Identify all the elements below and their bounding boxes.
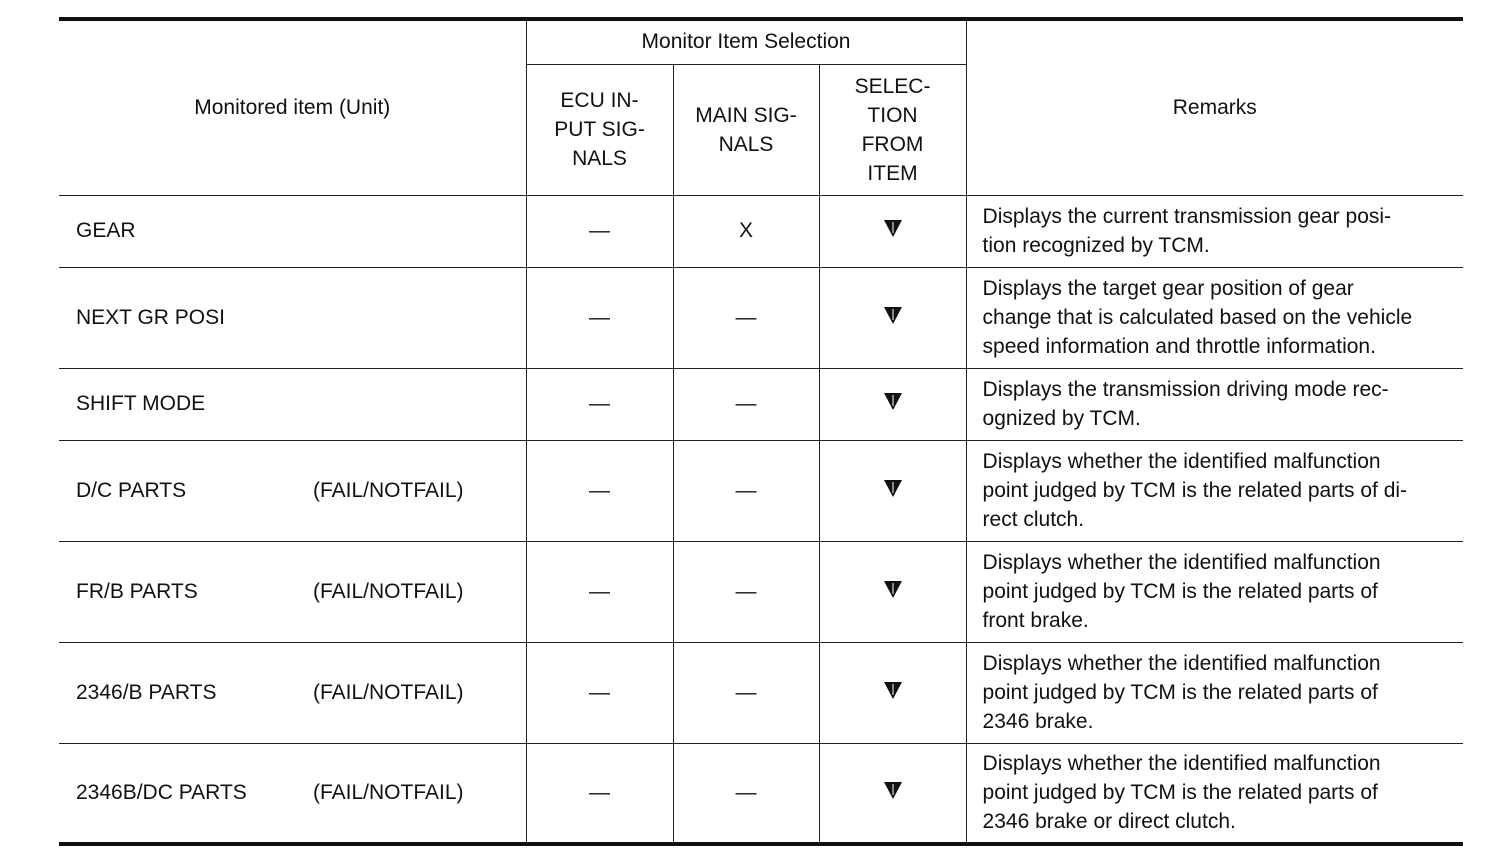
header-line: SELEC- — [854, 74, 931, 98]
remarks-line: point judged by TCM is the related parts of — [982, 580, 1378, 603]
ecu-input-signals-cell: — — [526, 267, 673, 368]
ecu-input-signals-cell: — — [526, 642, 673, 743]
selection-from-item-cell — [819, 743, 966, 844]
header-line: ITEM — [867, 161, 918, 185]
monitored-item-cell — [59, 642, 526, 743]
item-name: 2346B/DC PARTS — [76, 780, 247, 804]
remarks-line: Displays the transmission driving mode rec- — [982, 378, 1389, 401]
selection-from-item-cell — [819, 195, 966, 267]
item-name: 2346/B PARTS — [76, 680, 217, 704]
table-row — [59, 541, 1463, 642]
table-row — [59, 368, 1463, 440]
header-remarks: Remarks — [966, 19, 1463, 195]
monitored-item-cell — [59, 368, 526, 440]
monitored-item-cell — [59, 267, 526, 368]
selection-from-item-cell — [819, 368, 966, 440]
item-unit: (FAIL/NOTFAIL) — [313, 680, 464, 704]
remarks-cell — [966, 541, 1463, 642]
item-unit: (FAIL/NOTFAIL) — [313, 579, 464, 603]
selection-from-item-cell — [819, 541, 966, 642]
remarks-cell — [966, 743, 1463, 844]
ecu-input-signals-cell: — — [526, 195, 673, 267]
remarks-cell — [966, 195, 1463, 267]
main-signals-cell: — — [673, 743, 819, 844]
remarks-line: Displays whether the identified malfunction — [982, 450, 1381, 473]
remarks-line: 2346 brake or direct clutch. — [982, 810, 1236, 834]
monitored-item-cell — [59, 541, 526, 642]
down-triangle-icon — [883, 680, 903, 700]
down-triangle-icon — [883, 305, 903, 325]
header-selection-from-item — [819, 64, 966, 195]
remarks-line: point judged by TCM is the related parts of — [982, 781, 1378, 805]
main-signals-cell: — — [673, 368, 819, 440]
main-signals-cell: X — [673, 195, 819, 267]
monitor-item-table — [59, 17, 1463, 846]
header-line: PUT SIG- — [554, 118, 645, 141]
item-name: SHIFT MODE — [76, 392, 206, 415]
table-row — [59, 440, 1463, 541]
selection-from-item-cell — [819, 642, 966, 743]
ecu-input-signals-cell: — — [526, 368, 673, 440]
ecu-input-signals-cell: — — [526, 440, 673, 541]
monitored-item-cell — [59, 440, 526, 541]
down-triangle-icon — [883, 218, 903, 238]
header-line: NALS — [718, 132, 774, 156]
main-signals-cell: — — [673, 642, 819, 743]
table-row — [59, 195, 1463, 267]
monitored-item-cell — [59, 743, 526, 844]
item-unit: (FAIL/NOTFAIL) — [313, 780, 464, 804]
header-ecu-input-signals — [526, 64, 673, 195]
main-signals-cell: — — [673, 541, 819, 642]
remarks-line: Displays whether the identified malfunction — [982, 652, 1381, 675]
header-line: ECU IN- — [560, 89, 639, 112]
remarks-line: Displays whether the identified malfunction — [982, 752, 1381, 776]
remarks-line: change that is calculated based on the vehicle — [982, 306, 1413, 329]
remarks-cell — [966, 440, 1463, 541]
header-monitor-item-selection: Monitor Item Selection — [526, 19, 966, 64]
remarks-line: point judged by TCM is the related parts of — [982, 681, 1378, 704]
item-name: FR/B PARTS — [76, 579, 198, 603]
remarks-line: tion recognized by TCM. — [982, 234, 1210, 257]
ecu-input-signals-cell: — — [526, 541, 673, 642]
remarks-cell — [966, 368, 1463, 440]
table-row — [59, 743, 1463, 844]
down-triangle-icon — [883, 478, 903, 498]
header-line: TION — [867, 103, 918, 127]
down-triangle-icon — [883, 780, 903, 800]
main-signals-cell: — — [673, 267, 819, 368]
item-name: D/C PARTS — [76, 478, 187, 502]
header-main-signals — [673, 64, 819, 195]
remarks-line: rect clutch. — [982, 508, 1085, 531]
item-unit: (FAIL/NOTFAIL) — [313, 478, 464, 502]
item-name: GEAR — [76, 219, 136, 242]
table-row — [59, 267, 1463, 368]
monitored-item-cell — [59, 195, 526, 267]
remarks-cell — [966, 267, 1463, 368]
header-line: NALS — [572, 147, 627, 170]
remarks-line: point judged by TCM is the related parts of di- — [982, 479, 1408, 502]
main-signals-cell: — — [673, 440, 819, 541]
selection-from-item-cell — [819, 440, 966, 541]
remarks-line: speed information and throttle information. — [982, 335, 1376, 358]
remarks-cell — [966, 642, 1463, 743]
remarks-line: 2346 brake. — [982, 710, 1094, 733]
down-triangle-icon — [883, 391, 903, 411]
ecu-input-signals-cell: — — [526, 743, 673, 844]
remarks-line: ognized by TCM. — [982, 407, 1141, 430]
remarks-line: Displays the target gear position of gear — [982, 277, 1354, 300]
item-name: NEXT GR POSI — [76, 305, 225, 329]
header-line: MAIN SIG- — [695, 103, 797, 127]
table-row — [59, 642, 1463, 743]
selection-from-item-cell — [819, 267, 966, 368]
remarks-line: Displays whether the identified malfunction — [982, 551, 1381, 574]
remarks-line: front brake. — [982, 609, 1089, 632]
down-triangle-icon — [883, 579, 903, 599]
header-line: FROM — [861, 132, 924, 156]
header-monitored-item: Monitored item (Unit) — [59, 19, 526, 195]
remarks-line: Displays the current transmission gear posi- — [982, 205, 1392, 228]
